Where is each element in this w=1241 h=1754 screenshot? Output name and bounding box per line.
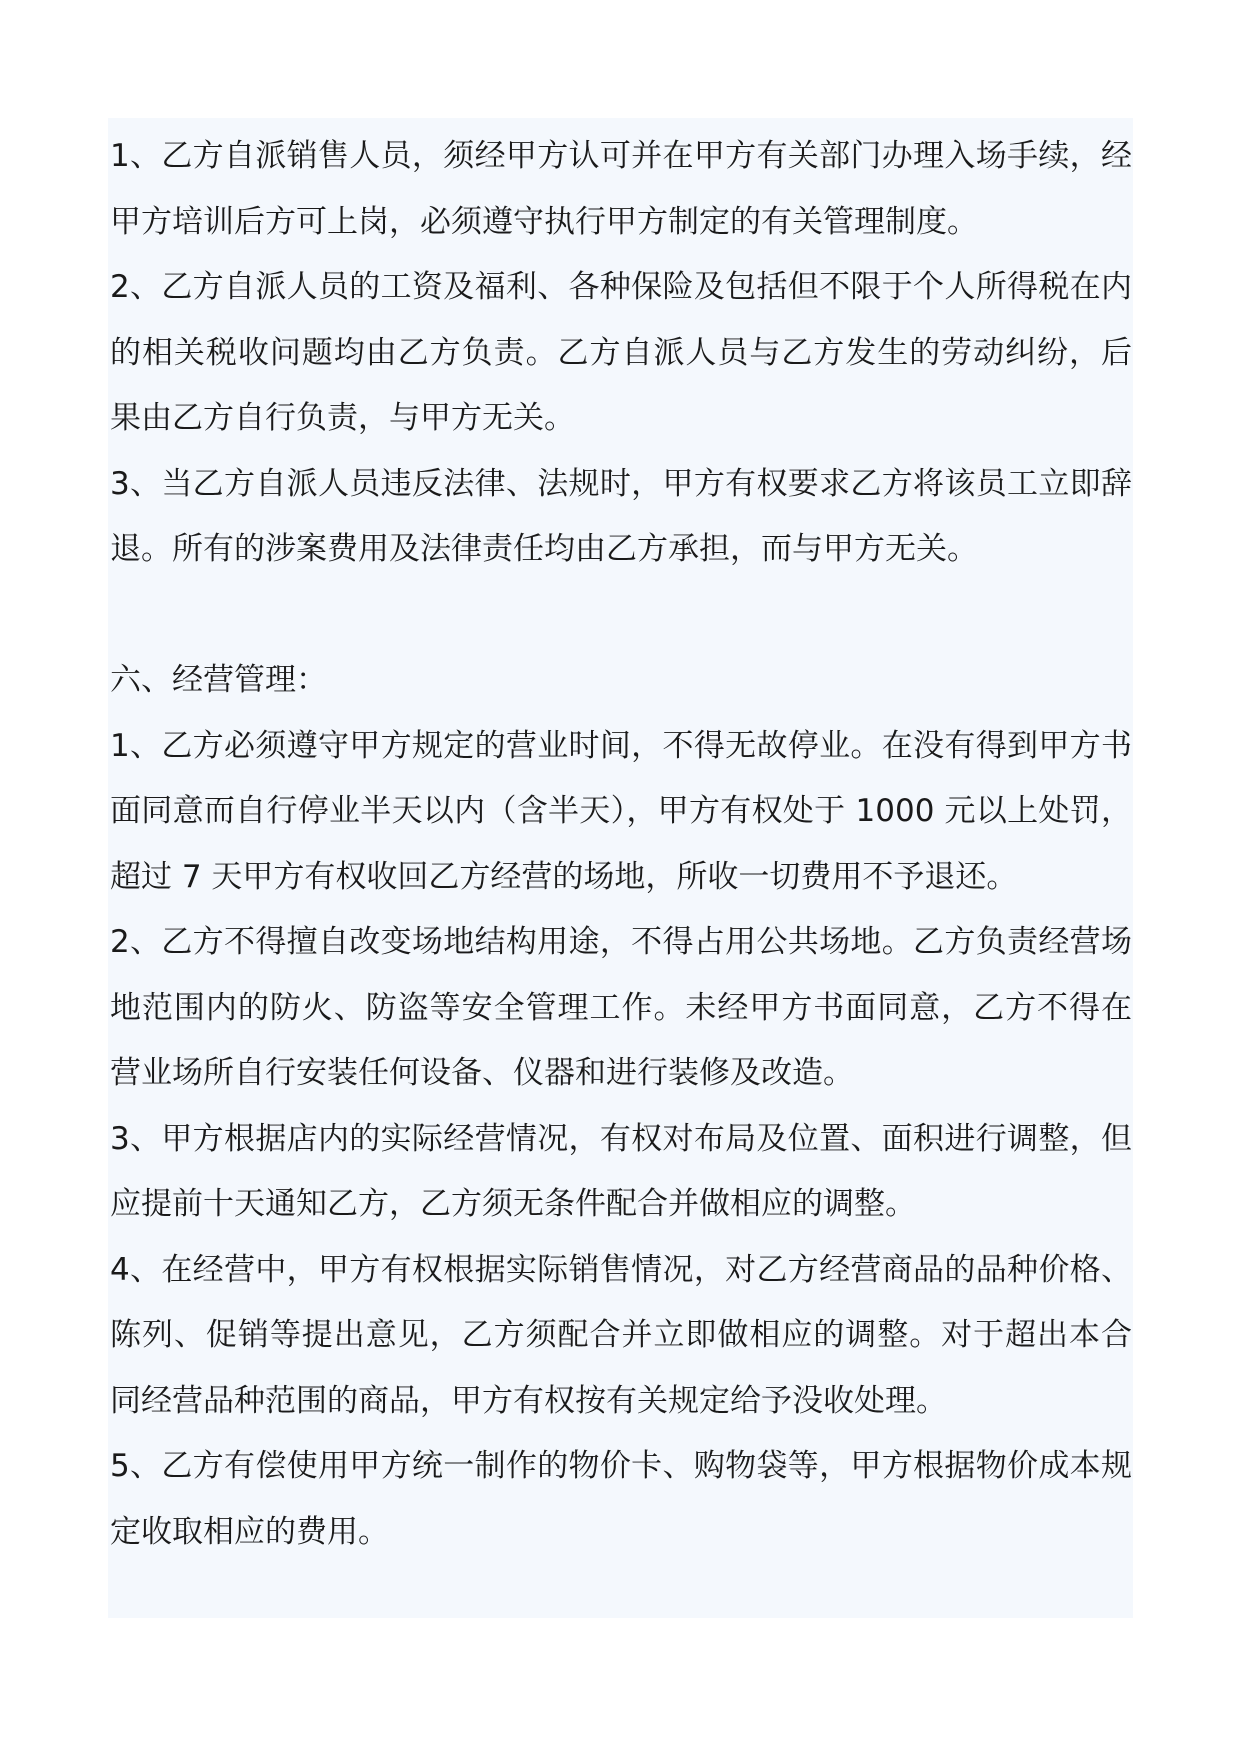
clause-5-2: 2、乙方自派人员的工资及福利、各种保险及包括但不限于个人所得税在内的相关税收问题均由乙方负责。乙方自派人员与乙方发生的劳动纠纷，后果由乙方自行负责，与甲方无关。 <box>110 269 1132 436</box>
clause-6-5: 5、乙方有偿使用甲方统一制作的物价卡、购物袋等，甲方根据物价成本规定收取相应的费用。 <box>110 1448 1132 1550</box>
clause-6-3: 3、甲方根据店内的实际经营情况，有权对布局及位置、面积进行调整，但应提前十天通知乙方，乙方须无条件配合并做相应的调整。 <box>110 1120 1132 1222</box>
section-heading-operations: 六、经营管理： <box>110 662 327 698</box>
clause-6-4: 4、在经营中，甲方有权根据实际销售情况，对乙方经营商品的品种价格、陈列、促销等提出意见，乙方须配合并立即做相应的调整。对于超出本合同经营品种范围的商品，甲方有权按有关规定给予没收处理。 <box>110 1251 1132 1419</box>
clause-6-2: 2、乙方不得擅自改变场地结构用途，不得占用公共场地。乙方负责经营场地范围内的防火、防盗等安全管理工作。未经甲方书面同意，乙方不得在营业场所自行安装任何设备、仪器和进行装修及改造。 <box>110 924 1132 1091</box>
document-body <box>110 124 1132 1565</box>
clause-6-1: 1、乙方必须遵守甲方规定的营业时间，不得无故停业。在没有得到甲方书面同意而自行停业半天以内（含半天），甲方有权处于 1000 元以上处罚，超过 7 天甲方有权收回乙方经营的场地，所收一切费用不予退还。 <box>110 727 1132 895</box>
clause-5-1: 1、乙方自派销售人员，须经甲方认可并在甲方有关部门办理入场手续，经甲方培训后方可上岗，必须遵守执行甲方制定的有关管理制度。 <box>110 138 1132 240</box>
section-spacer <box>110 583 1132 649</box>
clause-5-3: 3、当乙方自派人员违反法律、法规时，甲方有权要求乙方将该员工立即辞退。所有的涉案费用及法律责任均由乙方承担，而与甲方无关。 <box>110 465 1132 567</box>
